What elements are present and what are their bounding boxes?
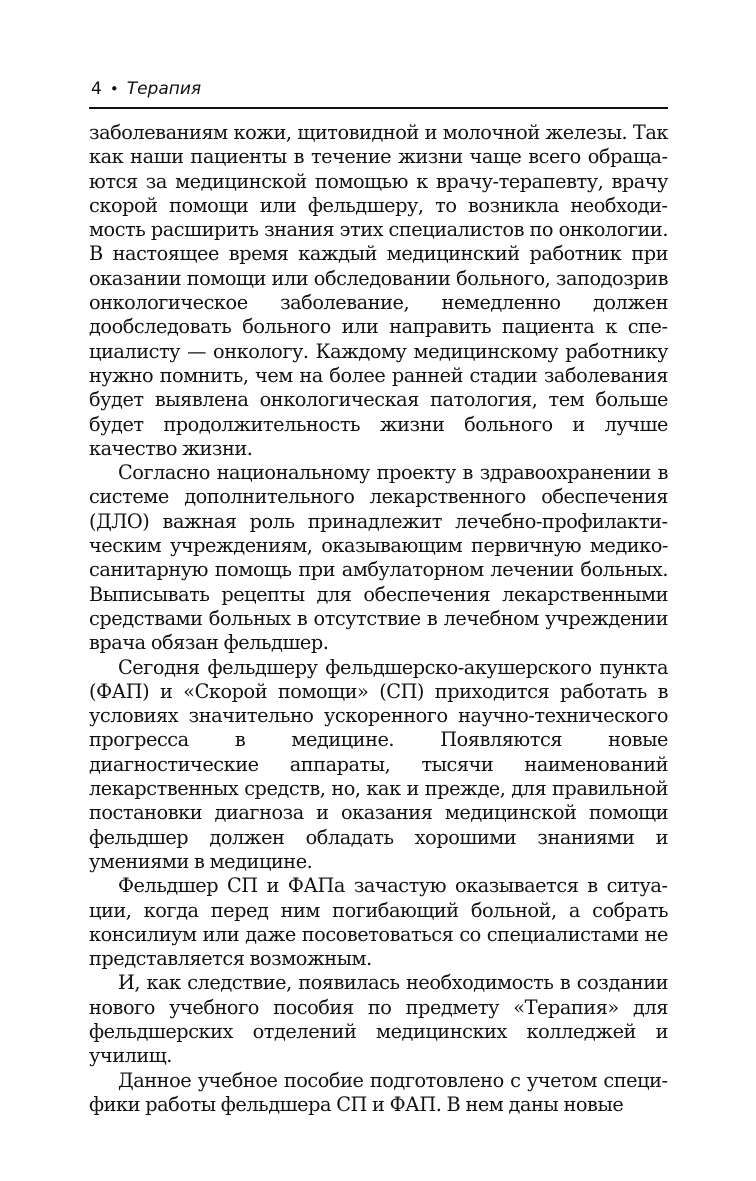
paragraph: И, как следствие, появилась необходимость в создании нового учебного пособия по предмету «Терапия» для фельдшерских отделений медицинских колледжей и училищ. (89, 971, 668, 1068)
paragraph: Сегодня фельдшеру фельдшерско-акушерского пункта (ФАП) и «Скорой помощи» (СП) приходится работать в условиях значительно ускоренного научно-технического прогресса в медицине. Появляются новые диагностические аппараты, тысячи наименований лекарственных средств, но, как и прежде, для правильной постановки диагноза и оказания медицинской помощи фельдшер должен обладать хорошими знаниями и умениями в медицине. (89, 655, 668, 873)
book-page (89, 78, 668, 1117)
paragraph: Фельдшер СП и ФАПа зачастую оказывается в ситуации, когда перед ним погибающий больной, а собрать консилиум или даже посоветоваться со специалистами не представляется возможным. (89, 874, 668, 971)
paragraph: заболеваниям кожи, щитовидной и молочной железы. Так как наши пациенты в течение жизни чаще всего обращаются за медицинской помощью к врачу-терапевту, врачу скорой помощи или фельдшеру, то возникла необходимость расширить знания этих специалистов по онкологии. В настоящее время каждый медицинский работник при оказании помощи или обследовании больного, заподозрив онкологическое заболевание, немедленно должен дообследовать больного или направить пациента к специалисту — онкологу. Каждому медицинскому работнику нужно помнить, чем на более ранней стадии заболевания будет выявлена онкологическая патология, тем больше будет продолжительность жизни больного и лучше качество жизни. (89, 121, 668, 460)
paragraph: Согласно национальному проекту в здравоохранении в системе дополнительного лекарственного обеспечения (ДЛО) важная роль принадлежит лечебно-профилактическим учреждениям, оказывающим первичную медико-санитарную помощь при амбулаторном лечении больных. Выписывать рецепты для обеспечения лекарственными средствами больных в отсутствие в лечебном учреждении врача обязан фельдшер. (89, 461, 668, 655)
header-rule (89, 107, 668, 109)
running-head (89, 78, 668, 100)
paragraph: Данное учебное пособие подготовлено с учетом специфики работы фельдшера СП и ФАП. В нем даны новые (89, 1068, 668, 1116)
section-title: Терапия (126, 79, 202, 99)
page-number: 4 (91, 79, 102, 99)
body-text (89, 121, 668, 1117)
bullet-separator: • (109, 80, 119, 98)
